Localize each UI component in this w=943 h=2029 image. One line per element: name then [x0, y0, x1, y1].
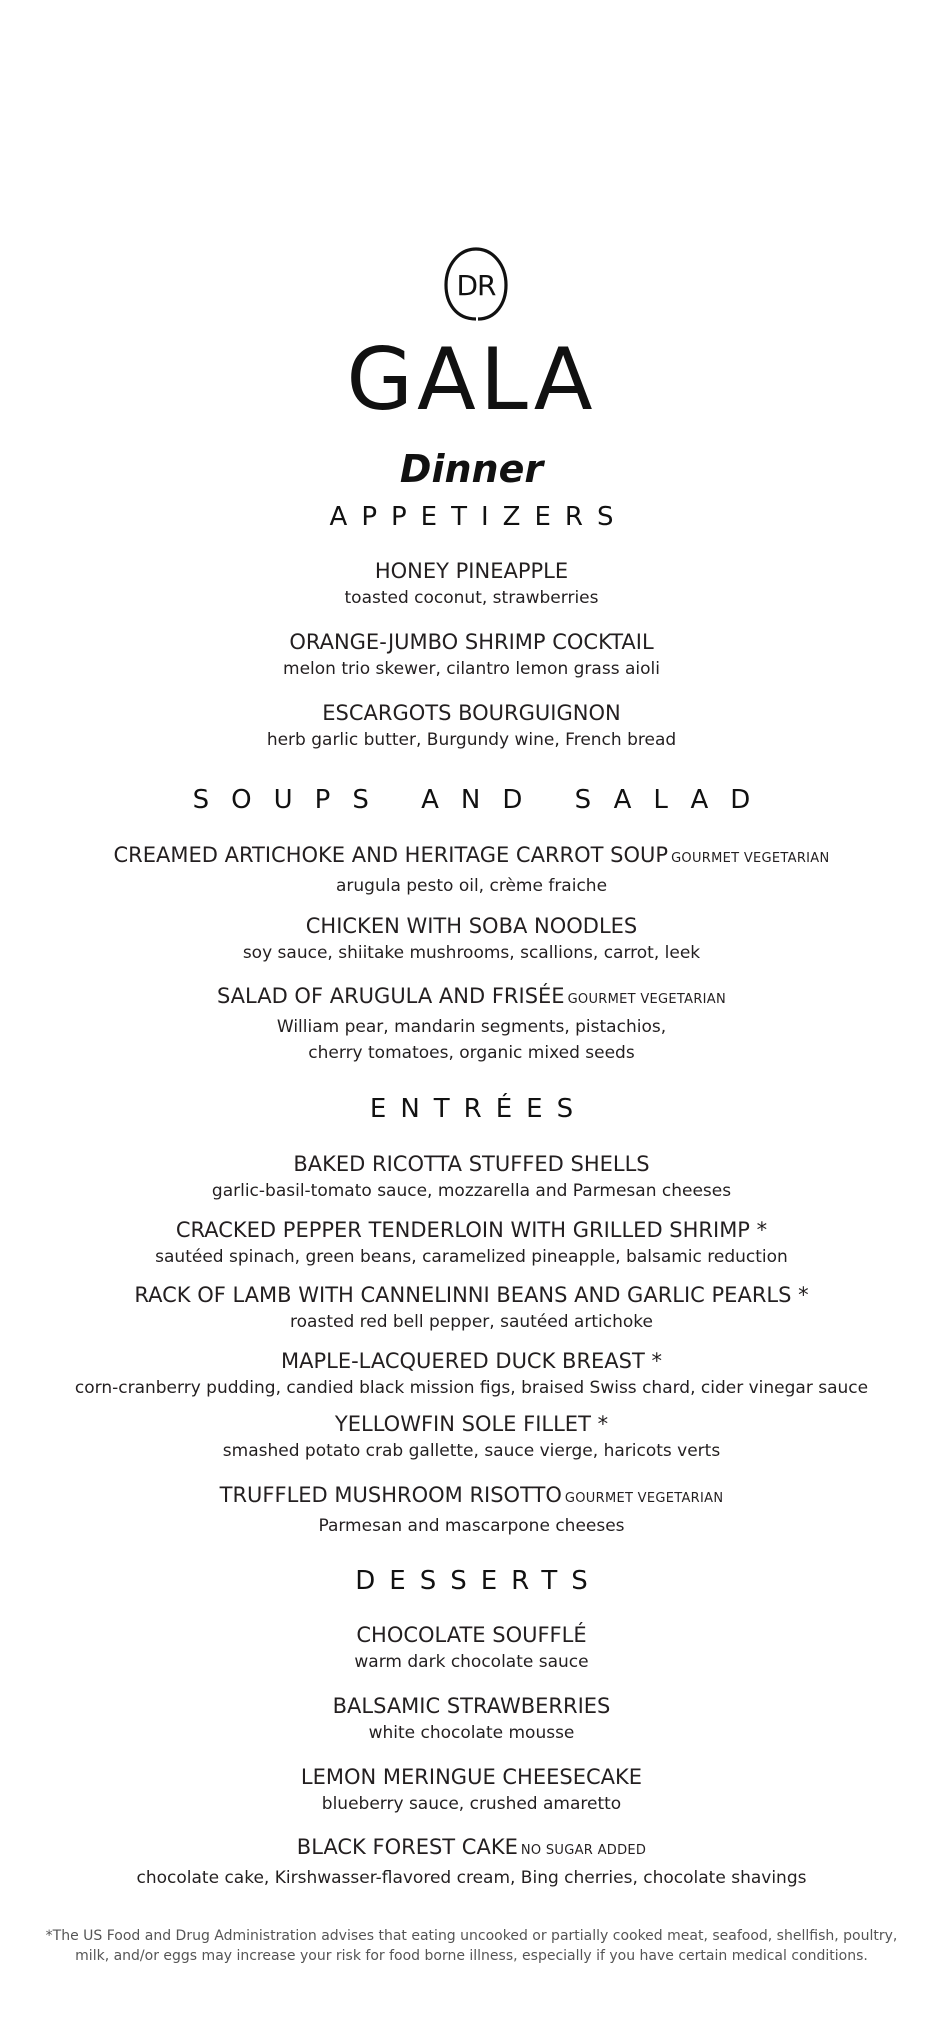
- item-description: smashed potato crab gallette, sauce vierge, haricots verts: [222, 1441, 721, 1461]
- item-tag: GOURMET VEGETARIAN: [567, 992, 727, 1007]
- menu-item: [0, 1692, 943, 1746]
- item-name: YELLOWFIN SOLE FILLET *: [334, 1412, 609, 1436]
- item-name: CREAMED ARTICHOKE AND HERITAGE CARROT SOUP GOURMET VEGETARIAN: [113, 843, 830, 867]
- item-name: LEMON MERINGUE CHEESECAKE: [300, 1765, 643, 1789]
- item-name: SALAD OF ARUGULA AND FRISÉE GOURMET VEGETARIAN: [216, 984, 727, 1008]
- item-name: BALSAMIC STRAWBERRIES: [332, 1694, 611, 1718]
- menu-item: [0, 1833, 943, 1891]
- menu-title: GALA: [346, 330, 597, 430]
- item-name: HONEY PINEAPPLE: [374, 559, 569, 583]
- menu-item: [0, 1347, 943, 1401]
- item-tag: NO SUGAR ADDED: [520, 1843, 647, 1858]
- item-description: soy sauce, shiitake mushrooms, scallions, carrot, leek: [242, 943, 701, 963]
- item-description: William pear, mandarin segments, pistachios,: [276, 1017, 667, 1037]
- section-heading-soups-and-salad: SOUPS AND SALAD: [192, 785, 773, 815]
- item-description: arugula pesto oil, crème fraiche: [335, 876, 608, 896]
- footnote-line: milk, and/or eggs may increase your risk for food borne illness, especially if you have certain medical conditions.: [75, 1948, 868, 1964]
- item-name: BAKED RICOTTA STUFFED SHELLS: [293, 1152, 650, 1176]
- menu-item: [0, 699, 943, 753]
- dr-logo-icon: [442, 243, 510, 325]
- item-name: ORANGE-JUMBO SHRIMP COCKTAIL: [289, 630, 654, 654]
- item-name: CRACKED PEPPER TENDERLOIN WITH GRILLED SHRIMP *: [175, 1218, 768, 1242]
- svg-text:DR: DR: [456, 269, 496, 302]
- menu-item: [0, 1621, 943, 1675]
- menu-item: [0, 1481, 943, 1539]
- menu-item: [0, 982, 943, 1066]
- menu-subtitle: Dinner: [399, 447, 544, 491]
- item-description: corn-cranberry pudding, candied black mission figs, braised Swiss chard, cider vinegar sauce: [74, 1378, 869, 1398]
- item-name: ESCARGOTS BOURGUIGNON: [322, 701, 621, 725]
- item-description: garlic-basil-tomato sauce, mozzarella and Parmesan cheeses: [211, 1181, 732, 1201]
- item-name: CHOCOLATE SOUFFLÉ: [356, 1623, 587, 1647]
- menu-item: [0, 557, 943, 611]
- menu-item: [0, 841, 943, 899]
- section-heading-appetizers: APPETIZERS: [329, 502, 628, 532]
- item-name: CHICKEN WITH SOBA NOODLES: [305, 914, 638, 938]
- item-description: toasted coconut, strawberries: [344, 588, 599, 608]
- item-name: BLACK FOREST CAKE NO SUGAR ADDED: [296, 1835, 647, 1859]
- item-description: warm dark chocolate sauce: [354, 1652, 589, 1672]
- item-description: sautéed spinach, green beans, caramelized pineapple, balsamic reduction: [155, 1247, 788, 1267]
- item-name: RACK OF LAMB WITH CANNELINNI BEANS AND GARLIC PEARLS *: [134, 1283, 809, 1307]
- menu-item: [0, 628, 943, 682]
- item-description: white chocolate mousse: [368, 1723, 575, 1743]
- menu-item: [0, 1216, 943, 1270]
- item-name: TRUFFLED MUSHROOM RISOTTO GOURMET VEGETARIAN: [219, 1483, 724, 1507]
- item-tag: GOURMET VEGETARIAN: [671, 851, 830, 866]
- item-description: Parmesan and mascarpone cheeses: [318, 1516, 625, 1536]
- menu-item: [0, 1150, 943, 1204]
- item-description: cherry tomatoes, organic mixed seeds: [308, 1043, 635, 1063]
- menu-item: [0, 1281, 943, 1335]
- item-description: blueberry sauce, crushed amaretto: [321, 1794, 622, 1814]
- menu-item: [0, 912, 943, 966]
- menu-item: [0, 1410, 943, 1464]
- item-name: MAPLE-LACQUERED DUCK BREAST *: [280, 1349, 663, 1373]
- item-description: melon trio skewer, cilantro lemon grass aioli: [283, 659, 660, 679]
- item-description: herb garlic butter, Burgundy wine, French bread: [266, 730, 677, 750]
- footnote-line: *The US Food and Drug Administration advises that eating uncooked or partially cooked meat, seafood, shellfish, poultry,: [45, 1928, 898, 1944]
- menu-item: [0, 1763, 943, 1817]
- fda-footnote: [0, 1926, 943, 1966]
- item-description: chocolate cake, Kirshwasser-flavored cream, Bing cherries, chocolate shavings: [136, 1868, 807, 1888]
- section-heading-entrees: ENTRÉES: [369, 1094, 588, 1124]
- item-description: roasted red bell pepper, sautéed artichoke: [290, 1312, 653, 1332]
- item-tag: GOURMET VEGETARIAN: [564, 1491, 724, 1506]
- section-heading-desserts: DESSERTS: [355, 1566, 602, 1596]
